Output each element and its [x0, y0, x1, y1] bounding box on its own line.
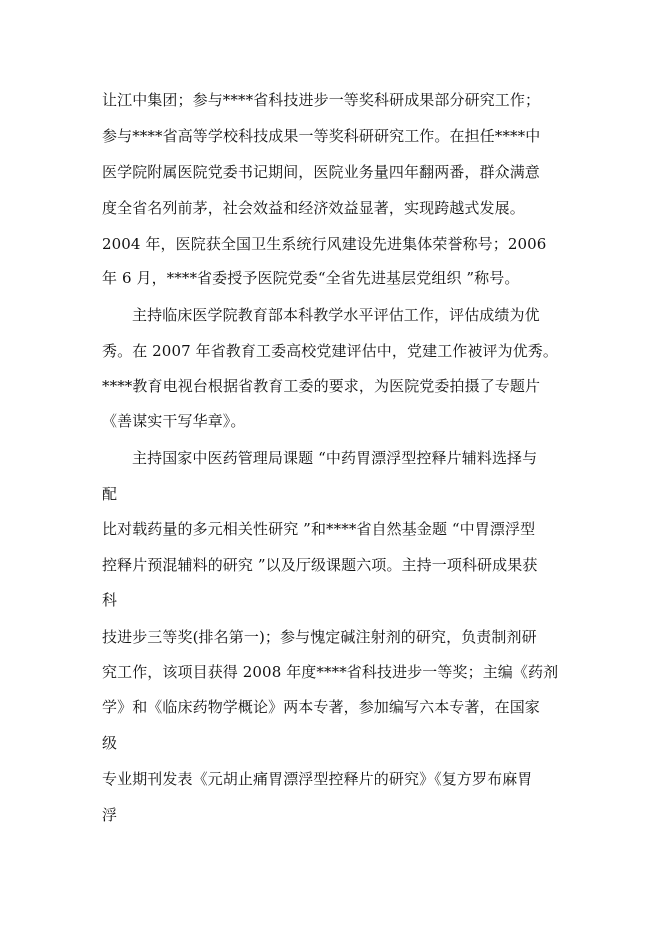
text-line: ****教育电视台根据省教育工委的要求，为医院党委拍摄了专题片: [102, 377, 541, 395]
text-line: 究工作，该项目获得 2008 年度****省科技进步一等奖；主编《药剂: [102, 663, 559, 681]
text-line: 秀。在 2007 年省教育工委高校党建评估中，党建工作被评为优秀。: [102, 342, 559, 360]
text-line: 比对载药量的多元相关性研究 ”和****省自然基金题 “中胃漂浮型: [102, 520, 536, 538]
text-line: 2004 年，医院获全国卫生系统行风建设先进集体荣誉称号；2006: [102, 235, 547, 253]
text-line: 技进步三等奖(排名第一)；参与愧定碱注射剂的研究，负责制剂研: [102, 628, 537, 646]
paragraph-first-line: 主持临床医学院教育部本科教学水平评估工作，评估成绩为优: [132, 306, 540, 324]
text-line: 浮: [102, 806, 118, 824]
text-line: 控释片预混辅料的研究 ”以及厅级课题六项。主持一项科研成果获: [102, 556, 538, 574]
text-line: 配: [102, 485, 118, 503]
text-line: 《善谋实干写华章》。: [102, 412, 246, 430]
text-line: 让江中集团；参与****省科技进步一等奖科研成果部分研究工作；: [102, 91, 541, 109]
text-line: 参与****省高等学校科技成果一等奖科研研究工作。在担任****中: [102, 127, 541, 145]
text-line: 专业期刊发表《元胡止痛胃漂浮型控释片的研究》《复方罗布麻胃: [102, 770, 533, 788]
text-line: 度全省名列前茅，社会效益和经济效益显著，实现跨越式发展。: [102, 199, 525, 217]
text-line: 科: [102, 591, 118, 609]
text-line: 医学院附属医院党委书记期间，医院业务量四年翻两番，群众满意: [102, 163, 540, 181]
text-line: 年 6 月，****省委授予医院党委“全省先进基层党组织 ”称号。: [102, 269, 520, 287]
paragraph-first-line: 主持国家中医药管理局课题 “中药胃漂浮型控释片辅料选择与: [132, 449, 538, 467]
text-line: 级: [102, 734, 118, 752]
text-line: 学》和《临床药物学概论》两本专著，参加编写六本专著，在国家: [102, 698, 540, 716]
